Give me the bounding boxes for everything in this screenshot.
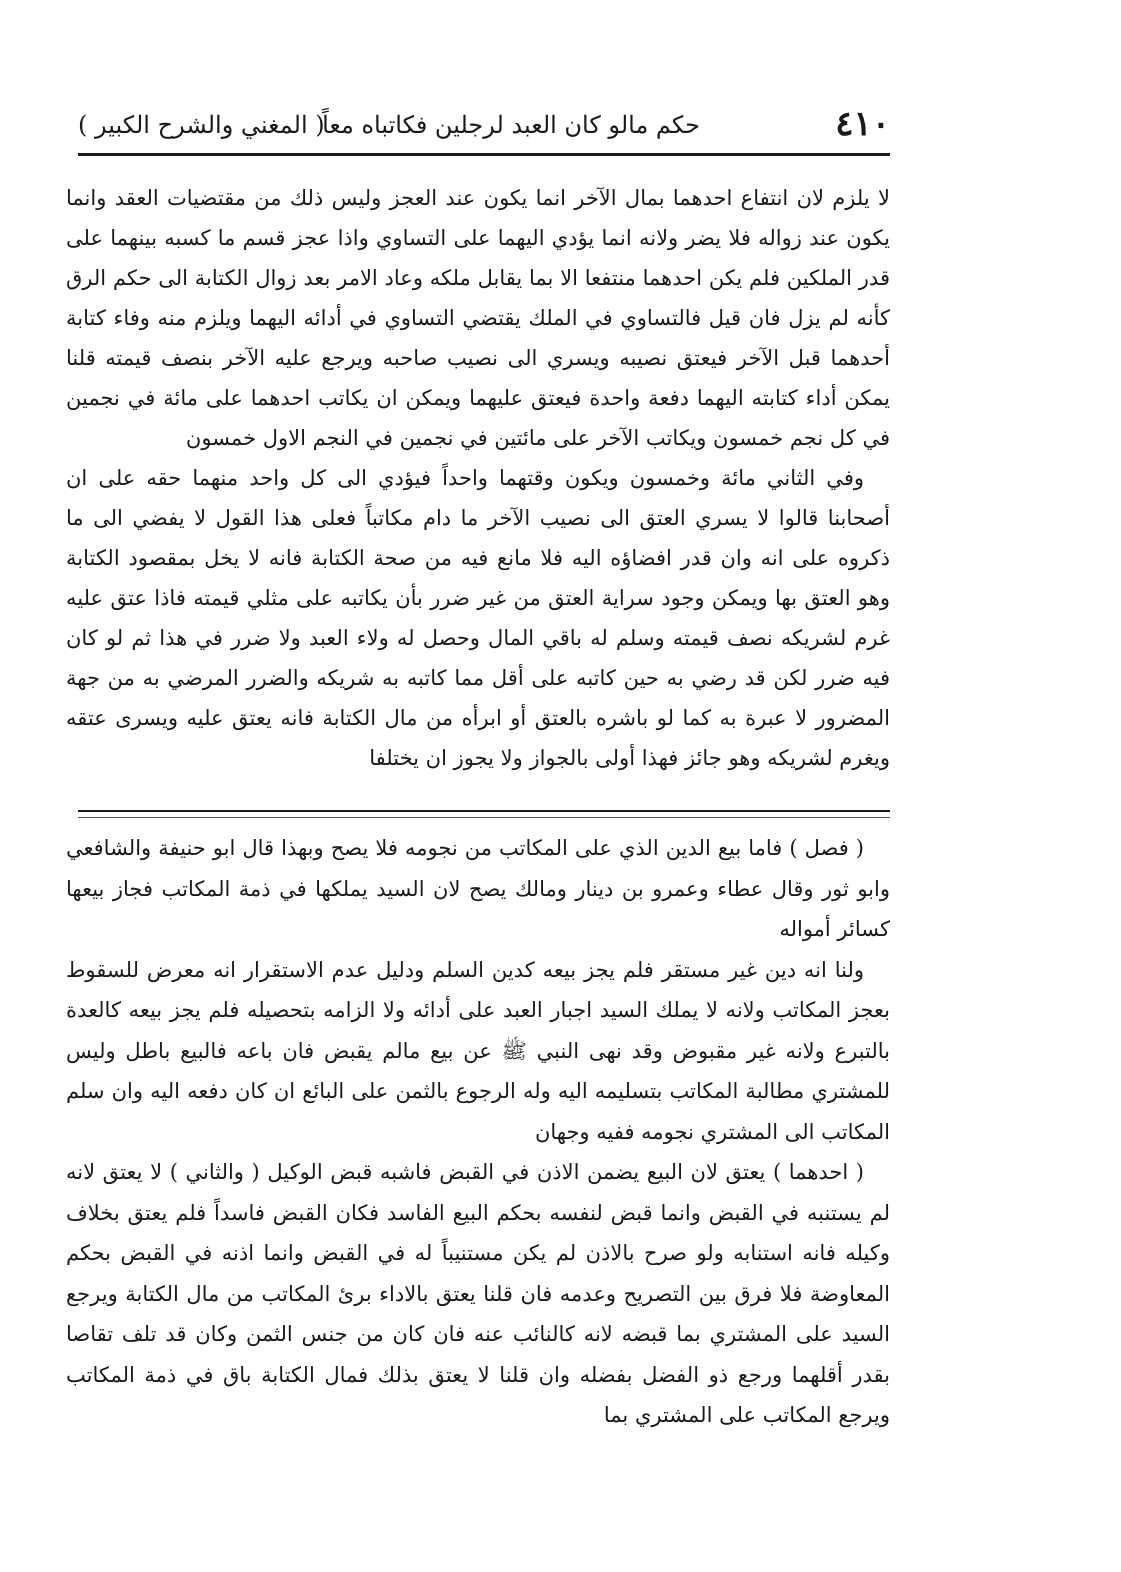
section-divider [78, 810, 890, 812]
running-title: حكم مالو كان العبد لرجلين فكاتباه معاً [322, 111, 700, 139]
paragraph: وفي الثاني مائة وخمسون ويكون وقتهما واحداً فيؤدي الى كل واحد منهما حقه على ان أصحابنا قالوا لا يسري العتق الى نصيب الآخر ما دام مكاتباً فعلى هذا القول لا يفضي الى ما ذكروه على انه وان قدر افضاؤه اليه فلا مانع فيه من صحة الكتابة فانه لا يخل بمقصود الكتابة وهو العتق بها ويمكن وجود سراية العتق من غير ضرر بأن يكاتبه على مثلي قيمته فاذا عتق عليه غرم لشريكه نصف قيمته وسلم له باقي المال وحصل له ولاء العبد ولا ضرر في هذا ثم لو كان فيه ضرر لكن قد رضي به حين كاتبه على أقل مما كاتبه به شريكه والضرر المرضي به من جهة المضرور لا عبرة به كما لو باشره بالعتق أو ابرأه من مال الكتابة فانه يعتق عليه ويسرى عتقه ويغرم لشريكه وهو جائز فهذا أولى بالجواز ولا يجوز ان يختلفا [66, 466, 890, 770]
section-divider-thin [78, 817, 890, 818]
paragraph: لا يلزم لان انتفاع احدهما بمال الآخر انما يكون عند العجز وليس ذلك من مقتضيات العقد وانما يكون عند زواله فلا يضر ولانه انما يؤدي اليهما على التساوي واذا عجز قسم ما كسبه بينهما على قدر الملكين فلم يكن احدهما منتفعا الا بما يقابل ملكه وعاد الامر بعد زوال الكتابة الى حكم الرق كأنه لم يزل فان قيل فالتساوي في الملك يقتضي التساوي في أدائه اليهما ويلزم منه وفاء كتابة أحدهما قبل الآخر فيعتق نصيبه ويسري الى نصيب صاحبه ويرجع عليه الآخر بنصف قيمته قلنا يمكن أداء كتابته اليهما دفعة واحدة فيعتق عليهما ويمكن ان يكاتب احدهما على مائة في نجمين في كل نجم خمسون ويكاتب الآخر على مائتين في نجمين في النجم الاول خمسون [66, 186, 890, 450]
book-title: ( المغني والشرح الكبير ) [78, 111, 325, 139]
upper-text-block [66, 178, 890, 778]
paragraph: ( احدهما ) يعتق لان البيع يضمن الاذن في القبض فاشبه قبض الوكيل ( والثاني ) لا يعتق لانه لم يستنبه في القبض وانما قبض لنفسه بحكم البيع الفاسد فكان القبض فاسداً فلم يعتق بخلاف وكيله فانه استنابه ولو صرح بالاذن لم يكن مستنيباً له في القبض وانما اذنه في القبض بحكم المعاوضة فلا فرق بين التصريح وعدمه فان قلنا يعتق بالاداء برئ المكاتب من مال الكتابة ويرجع السيد على المشتري بما قبضه لانه كالنائب عنه فان كان من جنس الثمن وكان قد تلف تقاصا بقدر أقلهما ورجع ذو الفضل بفضله وان قلنا لا يعتق بذلك فمال الكتابة باق في ذمة المكاتب ويرجع المكاتب على المشتري بما [66, 1160, 890, 1427]
paragraph: ولنا انه دين غير مستقر فلم يجز بيعه كدين السلم ودليل عدم الاستقرار انه معرض للسقوط بعجز المكاتب ولانه لا يملك السيد اجبار العبد على أدائه ولا الزامه بتحصيله فلم يجز بيعه كالعدة بالتبرع ولانه غير مقبوض وقد نهى النبي ﷺ عن بيع مالم يقبض فان باعه فالبيع باطل وليس للمشتري مطالبة المكاتب بتسليمه اليه وله الرجوع بالثمن على البائع ان كان دفعه اليه وان سلم المكاتب الى المشتري نجومه ففيه وجهان [66, 957, 890, 1144]
page-header [78, 100, 890, 148]
header-rule [78, 153, 890, 156]
page-number: ٤١٠ [835, 104, 890, 144]
lower-text-block [66, 828, 890, 1436]
paragraph: ( فصل ) فاما بيع الدين الذي على المكاتب من نجومه فلا يصح وبهذا قال ابو حنيفة والشافعي وابو ثور وقال عطاء وعمرو بن دينار ومالك يصح لان السيد يملكها في ذمة المكاتب فجاز بيعها كسائر أمواله [66, 836, 890, 941]
